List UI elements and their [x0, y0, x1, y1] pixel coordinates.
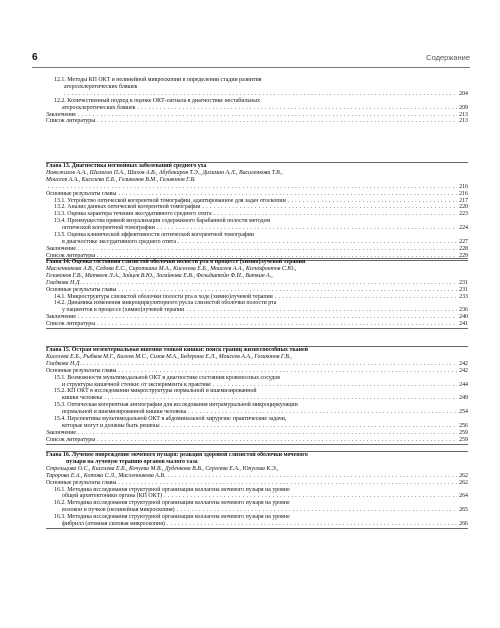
toc-entry [46, 118, 468, 125]
dot-leader [97, 118, 457, 125]
dot-leader [118, 287, 457, 294]
toc-entry [46, 361, 468, 368]
toc-entry-page: 216 [459, 190, 468, 197]
dot-leader [78, 112, 457, 119]
toc-entry-page: 216 [459, 183, 468, 190]
toc-entry-title: и структуры кишечной стенки: от эксперимента к практике [62, 381, 211, 388]
toc-entry-page: 249 [459, 395, 468, 402]
toc-entry-title: 16.2. Методика исследования структурной организации коллагена мочевого пузыря на уровне [54, 500, 290, 507]
toc-entry-title: нормальной и ишемизированной кишки человека [62, 409, 187, 416]
toc-entry-page: 266 [459, 521, 468, 528]
toc-line: атеросклеротических бляшек [64, 83, 138, 90]
toc-entry-page: 209 [459, 104, 468, 111]
toc-entry-title: Список литературы [46, 321, 96, 328]
dot-leader [275, 294, 457, 301]
toc-entry [46, 521, 468, 528]
toc-entry-page: 244 [459, 381, 468, 388]
toc-entry-title: 14.1. Микроструктура слизистой оболочки полости рта в ходе (химио)лучевой терапии [54, 293, 273, 300]
toc-entry-title: в диагностике экссудативного среднего отита [62, 238, 176, 245]
toc-entry [46, 204, 468, 211]
toc-entry-page: 217 [459, 197, 468, 204]
chapter-authors: Моисеев А.А., Киселева Е.Б., Геликонов В.М., Геликонов Г.В. [46, 176, 196, 183]
toc-entry-page: 233 [459, 293, 468, 300]
dot-leader [97, 437, 457, 444]
toc-entry-title: 13.2. Анализ данных оптической когерентной томографии [54, 204, 201, 211]
toc-entry-page: 204 [459, 90, 468, 97]
dot-leader [78, 314, 457, 321]
toc-entry [46, 480, 468, 487]
toc-entry-page: 213 [459, 118, 468, 125]
toc-entry [46, 388, 468, 395]
toc-entry-title: Гладкова Н.Д. [46, 360, 81, 367]
toc-entry-page: 241 [459, 321, 468, 328]
chapter-authors: Масленникова А.В., Седова Е.С., Сироткина М.А., Киселева Е.Б., Моисеев А.А., Ксенофонтов С.Ю., [46, 265, 297, 272]
toc-entry-title: Список литературы [46, 436, 96, 443]
toc-entry [46, 191, 468, 198]
toc-entry [46, 105, 468, 112]
toc-entry-page: 262 [459, 472, 468, 479]
toc-entry-page: 220 [459, 204, 468, 211]
toc-entry-page: 262 [459, 479, 468, 486]
toc-entry-title: 15.3. Оптическая когерентная ангиография для исследования интрамуральной микроциркуляции [54, 402, 298, 409]
toc-line: 13.5. Оценка клинической эффективности оптической когерентной томографии [54, 232, 254, 239]
toc-entry-page: 213 [459, 111, 468, 118]
toc-entry-page: 223 [459, 211, 468, 218]
toc-entry-title: 16.1. Методика исследования структурной организации коллагена мочевого пузыря на уровне [54, 486, 290, 493]
dot-leader [118, 368, 457, 375]
toc-entry [46, 368, 468, 375]
toc-entry [46, 473, 468, 480]
toc-entry-title: Список литературы [46, 252, 96, 259]
dot-leader [186, 307, 457, 314]
toc-entry-title: 13.3. Оценка характера течения экссудативного среднего отита [54, 211, 212, 218]
chapter-title-cont: пузыря на лучевую терапию органов малого таза [66, 458, 198, 465]
toc-entry-title: Тарарова Е.А., Котова С.Л., Масленникова А.В. [46, 472, 166, 479]
toc-entry-page: 259 [459, 429, 468, 436]
dot-leader [64, 91, 457, 98]
toc-entry-title: 13.1. Устройство оптической когерентной томографии, адаптированное для задач отоскопии [54, 197, 286, 204]
page-header [32, 52, 470, 66]
chapter-authors: Новожилов А.А., Шилягин П.А., Шахов А.В., Абубакиров Т.Э., Дилиман А.Л., Василенкова Т.В., [46, 169, 283, 176]
toc-entry-title: 15.2. КП ОКТ в исследовании микроструктуры нормальной и ишемизированной [54, 388, 257, 395]
toc-entry [46, 112, 468, 119]
toc-line: 12.1. Методы КП ОКТ и нелинейной микроскопии в определении стадии развития [54, 77, 262, 83]
dot-leader [78, 430, 457, 437]
toc-entry [46, 91, 468, 98]
chapter-authors: Киселева Е.Б., Рыбков М.Г., Балеев М.С., Сизов М.А., Бедерина Е.Л., Моисеев А.А., Геликонов Г.В., [46, 353, 292, 360]
toc-entry-title: 15.4. Перспективы мультимодальной ОКТ в абдоминальной хирургии: практические задачи, [54, 416, 287, 423]
chapter-title: Глава 16. Лучевое повреждение мочевого пузыря: реакция здоровой слизистой оболочки мочевого [46, 452, 308, 458]
toc-entry [46, 246, 468, 253]
toc-entry-title: оптической когерентной томографии [62, 225, 155, 232]
toc-entry-title: Заключение [46, 429, 77, 436]
chapter-title: Глава 15. Острая мезентериальная ишемия тонкой кишки: поиск границ жизнеспособных тканей [46, 347, 309, 353]
toc-entry-page: 236 [459, 307, 468, 314]
header-rule [32, 67, 470, 68]
toc-entry-title: Список литературы [46, 118, 96, 125]
toc-chapter-14 [46, 258, 468, 329]
toc-line: 13.4. Преимущества прямой визуализации содержимого барабанной полости методом [54, 218, 271, 225]
dot-leader [118, 480, 457, 487]
toc-entry [46, 307, 468, 314]
toc-entry-page: 228 [459, 245, 468, 252]
toc-entry-title: которые могут и должны быть решены [62, 422, 160, 429]
dot-leader [138, 105, 458, 112]
toc-entry-page: 254 [459, 409, 468, 416]
toc-entry-page: 242 [459, 367, 468, 374]
toc-entry-title: Заключение [46, 314, 77, 321]
toc-entry-title: атеросклеротических бляшек [62, 104, 136, 111]
dot-leader [202, 204, 457, 211]
toc-entry-title: Гладкова Н.Д. [46, 279, 81, 286]
chapter-authors: Стрельцова О.С., Киселева Е.Б., Кочуева М.В., Дуденкова В.В., Сергеева Е.А., Юнусова К.Э., [46, 465, 279, 472]
toc-entry-page: 227 [459, 238, 468, 245]
toc-entry-title: фибрилл (атомная силовая микроскопия) [62, 521, 165, 528]
toc-entry-page: 242 [459, 360, 468, 367]
toc-entry [46, 280, 468, 287]
dot-leader [48, 184, 457, 191]
toc-entry-page: 265 [459, 507, 468, 514]
toc-entry-title: волокон и пучков (нелинейная микроскопия) [62, 507, 175, 514]
toc-entry-title: Основные результаты главы [46, 190, 117, 197]
toc-entry [46, 430, 468, 437]
toc-entry [46, 98, 468, 105]
toc-entry-title: у пациентов в процессе (химио)лучевой терапии [62, 307, 185, 314]
toc-entry [46, 423, 468, 430]
toc-entry [46, 437, 468, 444]
toc-entry-page: 231 [459, 279, 468, 286]
chapter-title: Глава 14. Оценка состояния слизистой оболочки полости рта в процессе (химио)лучевой терапии [46, 259, 306, 265]
chapter-title: Глава 13. Диагностика негнойных заболеваний среднего уха [46, 163, 207, 169]
dot-leader [83, 280, 457, 287]
toc-entry-page: 256 [459, 422, 468, 429]
toc-entry-title: Заключение [46, 111, 77, 118]
dot-leader [288, 198, 457, 205]
running-head: Содержание [426, 53, 470, 62]
toc-entry-page: 264 [459, 493, 468, 500]
toc-entry-title: общей архитектоники органа (КП ОКТ) [62, 493, 163, 500]
toc-line: 15.1. Возможности мультимодальной ОКТ в диагностике состояния кровеносных сосудов [54, 374, 281, 381]
dot-leader [167, 473, 457, 480]
toc-entry [46, 239, 468, 246]
toc-entry-title: кишки человека [62, 395, 103, 402]
toc-entry-title: 12.2. Количественный подход к оценке ОКТ-сигнала в диагностике нестабильных [54, 97, 261, 104]
toc-entry-title: Основные результаты главы [46, 479, 117, 486]
toc-entry-page: 240 [459, 314, 468, 321]
toc-entry-page: 224 [459, 225, 468, 232]
toc-entry-page: 231 [459, 286, 468, 293]
toc-chapter-13 [46, 162, 468, 261]
dot-leader [97, 321, 457, 328]
toc-entry-title: 16.3. Методика исследования структурной организации коллагена мочевого пузыря на уровне [54, 514, 290, 521]
dot-leader [167, 521, 457, 528]
toc-chapter-15 [46, 346, 468, 445]
dot-leader [78, 246, 457, 253]
dot-leader [118, 191, 457, 198]
toc-entry [46, 416, 468, 423]
toc-entry-title: Заключение [46, 245, 77, 252]
toc-entry [46, 314, 468, 321]
toc-entry [46, 287, 468, 294]
toc-entry [46, 321, 468, 328]
toc-entry-title: 14.2. Динамика изменения микроциркуляторного русла слизистой оболочки полости рта [54, 300, 277, 307]
toc-entry [46, 184, 468, 191]
dot-leader [162, 423, 458, 430]
page-number: 6 [32, 52, 38, 63]
dot-leader [178, 239, 457, 246]
toc-chapter-16 [46, 451, 468, 529]
dot-leader [83, 361, 457, 368]
toc-entry-page: 259 [459, 436, 468, 443]
toc-entry-title: Основные результаты главы [46, 286, 117, 293]
toc-entry-page: 229 [459, 252, 468, 259]
chapter-authors: Геликонов Г.В., Матвеев Л.А., Зайцев В.Ю., Загайнова Е.В., Фельдштейн Ф.И., Виткин А., [46, 272, 273, 279]
toc-entry-title: Основные результаты главы [46, 367, 117, 374]
toc-section-ch12-tail [46, 77, 468, 125]
